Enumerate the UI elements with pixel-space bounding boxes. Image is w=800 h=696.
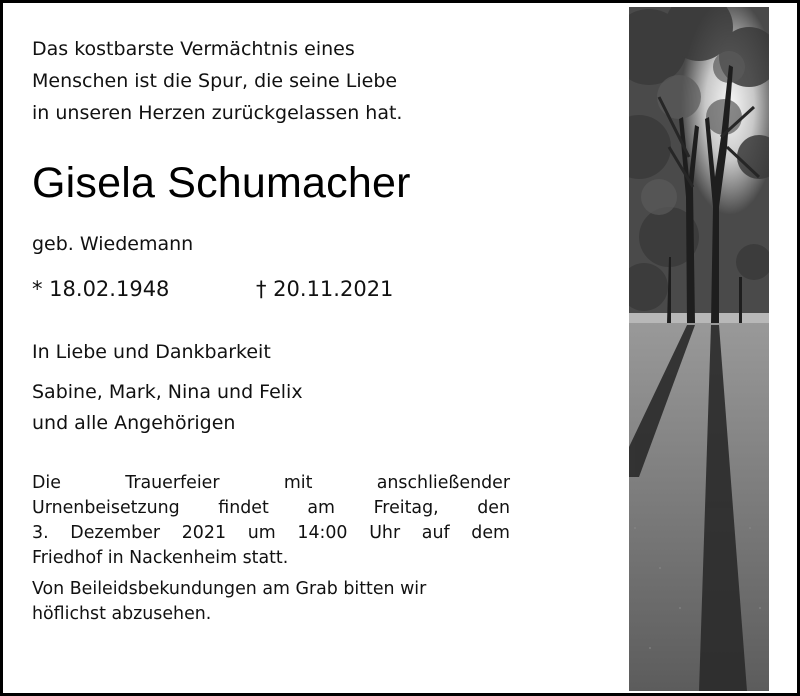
- life-dates: [32, 275, 510, 303]
- birth-date: * 18.02.1948: [32, 277, 170, 301]
- mourners: [32, 377, 510, 439]
- quote: [32, 33, 510, 129]
- funeral-info: [32, 471, 510, 571]
- photo-illustration: [629, 7, 769, 691]
- condolence-line: Von Beileidsbekundungen am Grab bitten wir: [32, 579, 427, 599]
- death-date: † 20.11.2021: [256, 277, 394, 301]
- mourners-line: und alle Angehörigen: [32, 412, 236, 434]
- funeral-line: Die Trauerfeier mit anschließender: [32, 473, 510, 493]
- condolence-note: [32, 577, 510, 627]
- mourners-line: Sabine, Mark, Nina und Felix: [32, 381, 303, 403]
- closing-phrase: In Liebe und Dankbarkeit: [32, 341, 271, 363]
- condolence-line: höflichst abzusehen.: [32, 604, 212, 624]
- born-name: geb. Wiedemann: [32, 233, 194, 255]
- funeral-line: Urnenbeisetzung findet am Freitag, den: [32, 498, 510, 518]
- deceased-name: Gisela Schumacher: [32, 159, 411, 207]
- quote-line: Das kostbarste Vermächtnis eines: [32, 38, 355, 60]
- funeral-line: 3. Dezember 2021 um 14:00 Uhr auf dem: [32, 523, 510, 543]
- text-column: [32, 33, 510, 627]
- quote-line: in unseren Herzen zurückgelassen hat.: [32, 102, 403, 124]
- funeral-line: Friedhof in Nackenheim statt.: [32, 548, 289, 568]
- trees-with-long-shadows-photo: [629, 7, 769, 691]
- quote-line: Menschen ist die Spur, die seine Liebe: [32, 70, 398, 92]
